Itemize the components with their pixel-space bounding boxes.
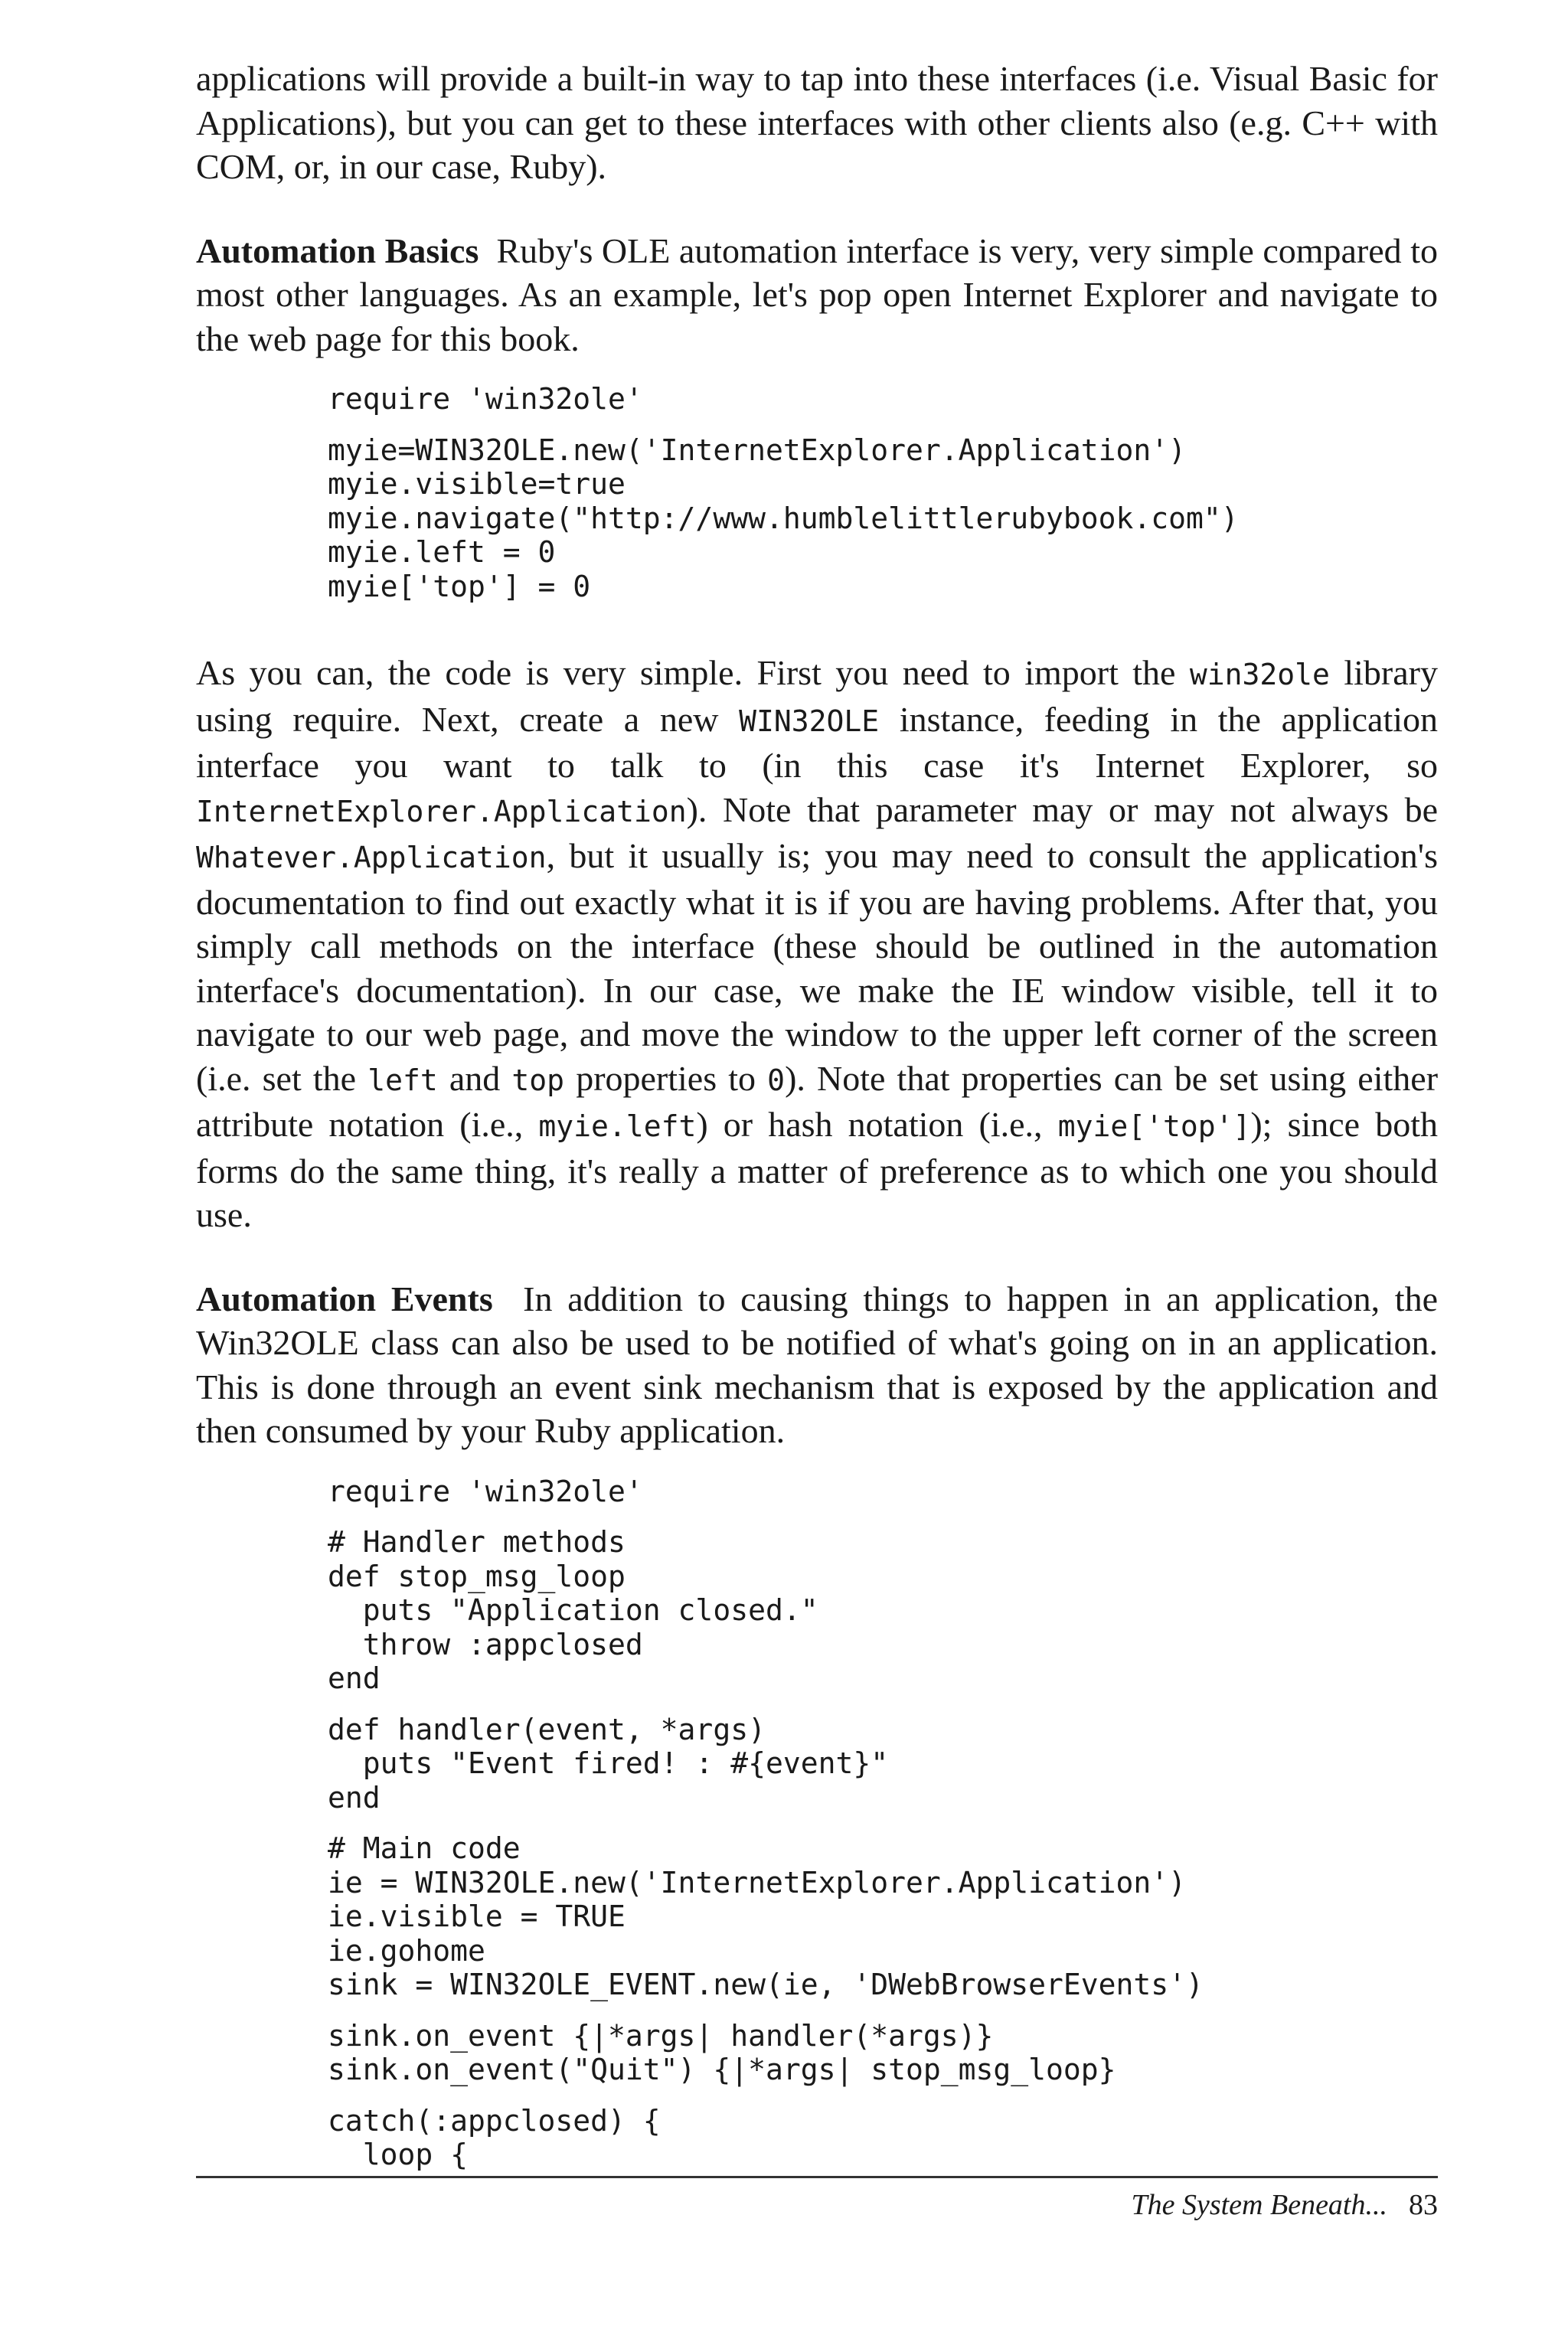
code-group — [196, 1525, 1438, 1696]
footer-divider — [196, 2176, 1438, 2178]
code-group — [196, 1475, 1438, 1509]
code-line: ie.visible = TRUE — [328, 1900, 626, 1933]
inline-code-top: top — [511, 1063, 565, 1097]
automation-events-text: In addition to causing things to happen in an application, the Win32OLE class can also be used to be notified of what's going on in an application. This is done through an event sink mechanism that is exposed by the application and then consumed by your Ruby application. — [196, 1279, 1439, 1450]
automation-basics-text: Ruby's OLE automation interface is very, very simple compared to most other languages. As an example, let's pop open Internet Explorer and navigate to the web page for this book. — [196, 230, 1438, 358]
code-block-ie-navigate — [196, 382, 1438, 603]
code-line: require 'win32ole' — [328, 382, 643, 416]
code-group — [196, 433, 1438, 604]
code-line: puts "Application closed." — [328, 1593, 818, 1627]
code-line: sink.on_event("Quit") {|*args| stop_msg_loop} — [328, 2053, 1116, 2086]
code-line: ie.gohome — [328, 1933, 485, 1968]
code-line: loop { — [328, 2138, 469, 2171]
code-line: sink.on_event {|*args| handler(*args)} — [328, 2018, 994, 2053]
code-line: require 'win32ole' — [328, 1474, 643, 1508]
code-line: myie.visible=true — [328, 467, 626, 501]
code-line: myie.navigate("http://www.humblelittlerubybook.com") — [328, 501, 1239, 535]
automation-events-paragraph — [196, 1277, 1438, 1453]
automation-basics-paragraph — [196, 229, 1438, 361]
inline-code-zero: 0 — [767, 1063, 786, 1097]
inline-code-app-name: InternetExplorer.Application — [196, 794, 687, 828]
running-title: The System Beneath... — [1131, 2189, 1387, 2221]
page-footer — [196, 2188, 1438, 2222]
code-line: throw :appclosed — [328, 1627, 643, 1661]
code-line: # Handler methods — [328, 1525, 626, 1559]
code-group — [196, 2019, 1438, 2087]
automation-basics-heading: Automation Basics — [196, 230, 479, 270]
code-line: def stop_msg_loop — [328, 1559, 626, 1593]
inline-code-hash-notation: myie['top'] — [1057, 1109, 1251, 1143]
code-group — [196, 382, 1438, 416]
code-line: end — [328, 1780, 381, 1815]
intro-paragraph: applications will provide a built-in way to tap into these interfaces (i.e. Visual Basic for Applications), but you can get to these interfaces with other clients also (e.g. C++ with COM, or, in our case, Ruby). — [196, 59, 1438, 186]
code-group — [196, 2104, 1438, 2172]
code-line: myie.left = 0 — [328, 535, 556, 569]
inline-code-whatever: Whatever.Application — [196, 841, 547, 874]
inline-code-attr-notation: myie.left — [538, 1109, 697, 1143]
code-line: def handler(event, *args) — [328, 1712, 766, 1746]
code-line: catch(:appclosed) { — [328, 2103, 661, 2138]
inline-code-left: left — [368, 1063, 438, 1097]
code-line: myie=WIN32OLE.new('InternetExplorer.Application') — [328, 433, 1187, 467]
code-line: # Main code — [328, 1831, 521, 1865]
code-line: puts "Event fired! : #{event}" — [328, 1746, 889, 1780]
inline-code-class: WIN32OLE — [739, 704, 880, 738]
inline-code-win32ole: win32ole — [1189, 658, 1330, 691]
code-block-event-sink — [196, 1475, 1438, 2172]
code-group — [196, 1713, 1438, 1815]
code-line: sink = WIN32OLE_EVENT.new(ie, 'DWebBrowserEvents') — [328, 1968, 1204, 2001]
code-line: myie['top'] = 0 — [328, 569, 591, 603]
page-number: 83 — [1409, 2189, 1438, 2221]
page-body — [196, 57, 1438, 2189]
code-group — [196, 1831, 1438, 2002]
automation-events-heading: Automation Events — [196, 1279, 493, 1318]
code-line: ie = WIN32OLE.new('InternetExplorer.Application') — [328, 1865, 1187, 1900]
code-line: end — [328, 1661, 381, 1695]
explanation-paragraph: As you can, the code is very simple. First you need to import the win32ole library using require. Next, create a new WIN32OLE instance, feeding in the application interface you want to talk to (in this case it's Internet Explorer, so InternetExplorer.Application). Note that parameter may or may not always be Whatever.Application, but it usually is; you may need to consult the application's documentation to find out exactly what it is if you are having problems. After that, you simply call methods on the interface (these should be outlined in the automation interface's documentation). In our case, we make the IE window visible, tell it to navigate to our web page, and move the window to the upper left corner of the screen (i.e. set the left and top properties to 0). Note that properties can be set using either attribute notation (i.e., myie.left) or hash notation (i.e., myie['top']); since both forms do the same thing, it's really a matter of preference as to which one you should use. — [196, 653, 1439, 1234]
